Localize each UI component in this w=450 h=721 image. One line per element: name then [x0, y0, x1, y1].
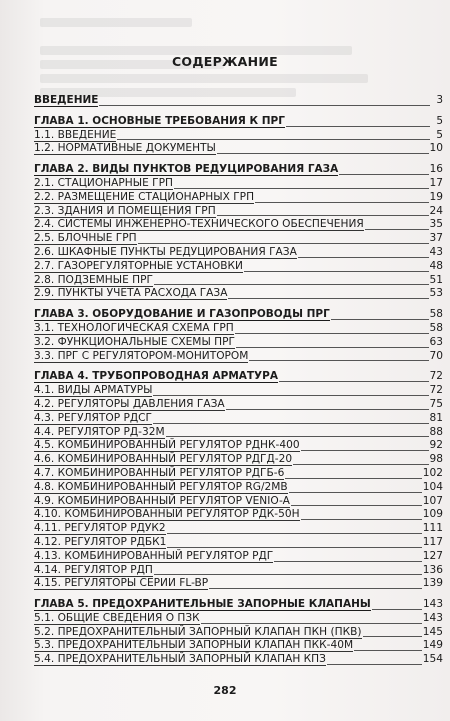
- toc-chapter-4: [34, 370, 443, 591]
- toc-entry-page: 109: [422, 508, 443, 521]
- toc-entry-page: 75: [429, 397, 443, 410]
- toc-entry[interactable]: [34, 287, 443, 301]
- dot-leader: [372, 609, 422, 610]
- toc-entry-intro[interactable]: [34, 94, 443, 108]
- toc-entry[interactable]: [34, 205, 443, 219]
- toc-entry-label: 4.5. КОМБИНИРОВАННЫЙ РЕГУЛЯТОР РДНК-400: [34, 439, 300, 452]
- toc-entry-page: 58: [429, 308, 443, 321]
- dot-leader: [217, 215, 429, 216]
- dot-leader: [301, 450, 429, 451]
- dot-leader: [331, 319, 429, 320]
- toc-entry-label: 4.9. КОМБИНИРОВАННЫЙ РЕГУЛЯТОР VENIO-A: [34, 494, 290, 507]
- dot-leader: [291, 505, 422, 506]
- dot-leader: [99, 105, 430, 106]
- toc-entry-label: 1.2. НОРМАТИВНЫЕ ДОКУМЕНТЫ: [34, 142, 216, 155]
- dot-leader: [154, 574, 422, 575]
- toc-entry-label: 2.6. ШКАФНЫЕ ПУНКТЫ РЕДУЦИРОВАНИЯ ГАЗА: [34, 245, 297, 258]
- toc-entry-page: 10: [429, 142, 443, 155]
- toc-entry-page: 139: [422, 577, 443, 590]
- toc-entry-page: 3: [436, 94, 443, 106]
- dot-leader: [365, 229, 429, 230]
- dot-leader: [209, 588, 422, 589]
- toc-chapter-heading[interactable]: [34, 308, 443, 322]
- toc-entry[interactable]: [34, 412, 443, 426]
- toc-entry-label: 3.1. ТЕХНОЛОГИЧЕСКАЯ СХЕМА ГРП: [34, 321, 234, 334]
- toc-entry-page: 53: [429, 287, 443, 300]
- table-of-contents: [34, 94, 443, 667]
- toc-entry-label: ГЛАВА 4. ТРУБОПРОВОДНАЯ АРМАТУРА: [34, 370, 278, 383]
- dot-leader: [327, 664, 422, 665]
- toc-entry-label: 3.3. ПРГ С РЕГУЛЯТОРОМ-МОНИТОРОМ: [34, 349, 249, 362]
- toc-intro: [34, 94, 443, 108]
- dot-leader: [279, 381, 429, 382]
- toc-entry-page: 102: [422, 466, 443, 479]
- dot-leader: [255, 202, 428, 203]
- toc-entry-page: 19: [429, 190, 443, 203]
- toc-entry-page: 81: [429, 411, 443, 424]
- dot-leader: [289, 492, 422, 493]
- toc-entry-label: 2.9. ПУНКТЫ УЧЕТА РАСХОДА ГАЗА: [34, 287, 228, 300]
- dot-leader: [167, 533, 422, 534]
- toc-entry-page: 92: [429, 439, 443, 452]
- toc-entry[interactable]: [34, 142, 443, 156]
- toc-entry[interactable]: [34, 246, 443, 260]
- toc-entry[interactable]: [34, 453, 443, 467]
- dot-leader: [117, 139, 430, 140]
- toc-entry[interactable]: [34, 218, 443, 232]
- toc-entry[interactable]: [34, 564, 443, 578]
- page-title: СОДЕРЖАНИЕ: [171, 54, 279, 69]
- toc-entry[interactable]: [34, 260, 443, 274]
- toc-chapter-1: [34, 115, 443, 156]
- dot-leader: [236, 347, 429, 348]
- toc-entry-label: 4.3. РЕГУЛЯТОР РДСГ: [34, 411, 152, 424]
- dot-leader: [153, 395, 428, 396]
- toc-entry-label: 3.2. ФУНКЦИОНАЛЬНЫЕ СХЕМЫ ПРГ: [34, 335, 235, 348]
- dot-leader: [354, 650, 422, 651]
- toc-entry[interactable]: [34, 191, 443, 205]
- toc-chapter-heading[interactable]: [34, 598, 443, 612]
- toc-entry-label: 2.1. СТАЦИОНАРНЫЕ ГРП: [34, 176, 173, 189]
- toc-entry-page: 111: [422, 522, 443, 535]
- dot-leader: [138, 243, 429, 244]
- toc-entry[interactable]: [34, 177, 443, 191]
- toc-entry[interactable]: [34, 536, 443, 550]
- toc-entry-page: 43: [429, 245, 443, 258]
- toc-entry[interactable]: [34, 384, 443, 398]
- toc-entry[interactable]: [34, 495, 443, 509]
- toc-entry-page: 107: [422, 494, 443, 507]
- toc-entry-page: 48: [429, 259, 443, 272]
- toc-entry-page: 35: [429, 218, 443, 231]
- toc-entry-label: 2.7. ГАЗОРЕГУЛЯТОРНЫЕ УСТАНОВКИ: [34, 259, 243, 272]
- toc-entry-label: 4.4. РЕГУЛЯТОР РД-32М: [34, 425, 165, 438]
- toc-entry-label: 4.6. КОМБИНИРОВАННЫЙ РЕГУЛЯТОР РДГД-20: [34, 453, 293, 466]
- dot-leader: [166, 436, 429, 437]
- dot-leader: [363, 636, 422, 637]
- toc-entry-label: 4.2. РЕГУЛЯТОРЫ ДАВЛЕНИЯ ГАЗА: [34, 397, 225, 410]
- toc-entry-label: 2.5. БЛОЧНЫЕ ГРП: [34, 232, 137, 245]
- toc-entry[interactable]: [34, 639, 443, 653]
- toc-entry-label: 4.15. РЕГУЛЯТОРЫ СЕРИИ FL-BP: [34, 577, 209, 590]
- toc-entry-page: 136: [422, 563, 443, 576]
- toc-entry[interactable]: [34, 612, 443, 626]
- toc-entry[interactable]: [34, 398, 443, 412]
- toc-entry[interactable]: [34, 426, 443, 440]
- toc-entry-page: 17: [429, 176, 443, 189]
- toc-entry-label: 2.8. ПОДЗЕМНЫЕ ПРГ: [34, 273, 153, 286]
- toc-entry[interactable]: [34, 481, 443, 495]
- toc-entry-label: 4.12. РЕГУЛЯТОР РДБК1: [34, 535, 167, 548]
- dot-leader: [339, 174, 428, 175]
- toc-entry-label: 5.2. ПРЕДОХРАНИТЕЛЬНЫЙ ЗАПОРНЫЙ КЛАПАН ПКН (ПКВ): [34, 625, 362, 638]
- toc-entry-page: 104: [422, 480, 443, 493]
- toc-entry-label: ВВЕДЕНИЕ: [34, 94, 99, 106]
- toc-entry-label: 1.1. ВВЕДЕНИЕ: [34, 128, 117, 141]
- toc-entry[interactable]: [34, 577, 443, 591]
- toc-entry-label: 5.4. ПРЕДОХРАНИТЕЛЬНЫЙ ЗАПОРНЫЙ КЛАПАН КПЗ: [34, 653, 326, 666]
- dot-leader: [228, 298, 428, 299]
- toc-entry-page: 24: [429, 204, 443, 217]
- toc-entry-label: 4.10. КОМБИНИРОВАННЫЙ РЕГУЛЯТОР РДК-50Н: [34, 508, 300, 521]
- toc-entry-page: 70: [429, 349, 443, 362]
- toc-entry-label: ГЛАВА 1. ОСНОВНЫЕ ТРЕБОВАНИЯ К ПРГ: [34, 114, 285, 127]
- toc-entry[interactable]: [34, 439, 443, 453]
- toc-entry-page: 88: [429, 425, 443, 438]
- dot-leader: [167, 547, 421, 548]
- toc-entry-label: 2.3. ЗДАНИЯ И ПОМЕЩЕНИЯ ГРП: [34, 204, 216, 217]
- dot-leader: [153, 423, 429, 424]
- toc-entry-label: 5.1. ОБЩИЕ СВЕДЕНИЯ О ПЗК: [34, 611, 200, 624]
- toc-entry-page: 154: [422, 653, 443, 666]
- toc-entry-page: 127: [422, 549, 443, 562]
- toc-chapter-2: [34, 163, 443, 301]
- page-number: 282: [213, 684, 237, 697]
- toc-entry[interactable]: [34, 232, 443, 246]
- toc-entry-page: 145: [422, 625, 443, 638]
- dot-leader: [201, 623, 422, 624]
- toc-chapter-heading[interactable]: [34, 370, 443, 384]
- dot-leader: [226, 409, 429, 410]
- dot-leader: [286, 126, 430, 127]
- dot-leader: [301, 519, 422, 520]
- toc-chapter-heading[interactable]: [34, 163, 443, 177]
- toc-entry-label: ГЛАВА 3. ОБОРУДОВАНИЕ И ГАЗОПРОВОДЫ ПРГ: [34, 308, 330, 321]
- toc-entry[interactable]: [34, 550, 443, 564]
- toc-entry-page: 143: [422, 611, 443, 624]
- toc-entry-label: 4.13. КОМБИНИРОВАННЫЙ РЕГУЛЯТОР РДГ: [34, 549, 274, 562]
- toc-entry-page: 5: [436, 114, 443, 127]
- toc-entry[interactable]: [34, 322, 443, 336]
- dot-leader: [235, 333, 429, 334]
- toc-entry[interactable]: [34, 467, 443, 481]
- dot-leader: [274, 561, 422, 562]
- dot-leader: [154, 284, 429, 285]
- toc-entry[interactable]: [34, 626, 443, 640]
- toc-entry[interactable]: [34, 274, 443, 288]
- toc-entry-page: 72: [429, 370, 443, 383]
- toc-entry-label: ГЛАВА 5. ПРЕДОХРАНИТЕЛЬНЫЕ ЗАПОРНЫЕ КЛАПАНЫ: [34, 598, 371, 611]
- toc-entry-page: 37: [429, 232, 443, 245]
- dot-leader: [174, 188, 429, 189]
- toc-entry[interactable]: [34, 336, 443, 350]
- toc-entry-page: 5: [436, 128, 443, 141]
- dot-leader: [217, 153, 429, 154]
- toc-entry-label: 4.7. КОМБИНИРОВАННЫЙ РЕГУЛЯТОР РДГБ-6: [34, 466, 285, 479]
- toc-entry-page: 72: [429, 384, 443, 397]
- toc-entry[interactable]: [34, 653, 443, 667]
- toc-entry-page: 117: [422, 535, 443, 548]
- toc-entry-page: 51: [429, 273, 443, 286]
- toc-entry-label: ГЛАВА 2. ВИДЫ ПУНКТОВ РЕДУЦИРОВАНИЯ ГАЗА: [34, 163, 339, 176]
- toc-entry-page: 63: [429, 335, 443, 348]
- toc-entry[interactable]: [34, 522, 443, 536]
- toc-entry-label: 2.2. РАЗМЕЩЕНИЕ СТАЦИОНАРНЫХ ГРП: [34, 190, 255, 203]
- toc-chapter-5: [34, 598, 443, 667]
- toc-chapter-3: [34, 308, 443, 363]
- toc-entry-label: 2.4. СИСТЕМЫ ИНЖЕНЕРНО-ТЕХНИЧЕСКОГО ОБЕСПЕЧЕНИЯ: [34, 218, 364, 231]
- toc-entry-label: 4.14. РЕГУЛЯТОР РДП: [34, 563, 153, 576]
- toc-chapter-heading[interactable]: [34, 115, 443, 129]
- toc-entry[interactable]: [34, 129, 443, 143]
- toc-entry[interactable]: [34, 350, 443, 364]
- toc-entry-label: 5.3. ПРЕДОХРАНИТЕЛЬНЫЙ ЗАПОРНЫЙ КЛАПАН ПКК-40М: [34, 639, 354, 652]
- toc-entry-label: 4.1. ВИДЫ АРМАТУРЫ: [34, 384, 153, 397]
- toc-entry-page: 16: [429, 163, 443, 176]
- dot-leader: [244, 271, 429, 272]
- toc-entry[interactable]: [34, 508, 443, 522]
- toc-entry-page: 149: [422, 639, 443, 652]
- toc-entry-page: 98: [429, 453, 443, 466]
- toc-entry-page: 143: [422, 598, 443, 611]
- toc-entry-label: 4.8. КОМБИНИРОВАННЫЙ РЕГУЛЯТОР RG/2MB: [34, 480, 288, 493]
- dot-leader: [249, 360, 428, 361]
- toc-entry-page: 58: [429, 321, 443, 334]
- dot-leader: [293, 464, 428, 465]
- toc-entry-label: 4.11. РЕГУЛЯТОР РДУК2: [34, 522, 166, 535]
- dot-leader: [298, 257, 429, 258]
- dot-leader: [285, 478, 421, 479]
